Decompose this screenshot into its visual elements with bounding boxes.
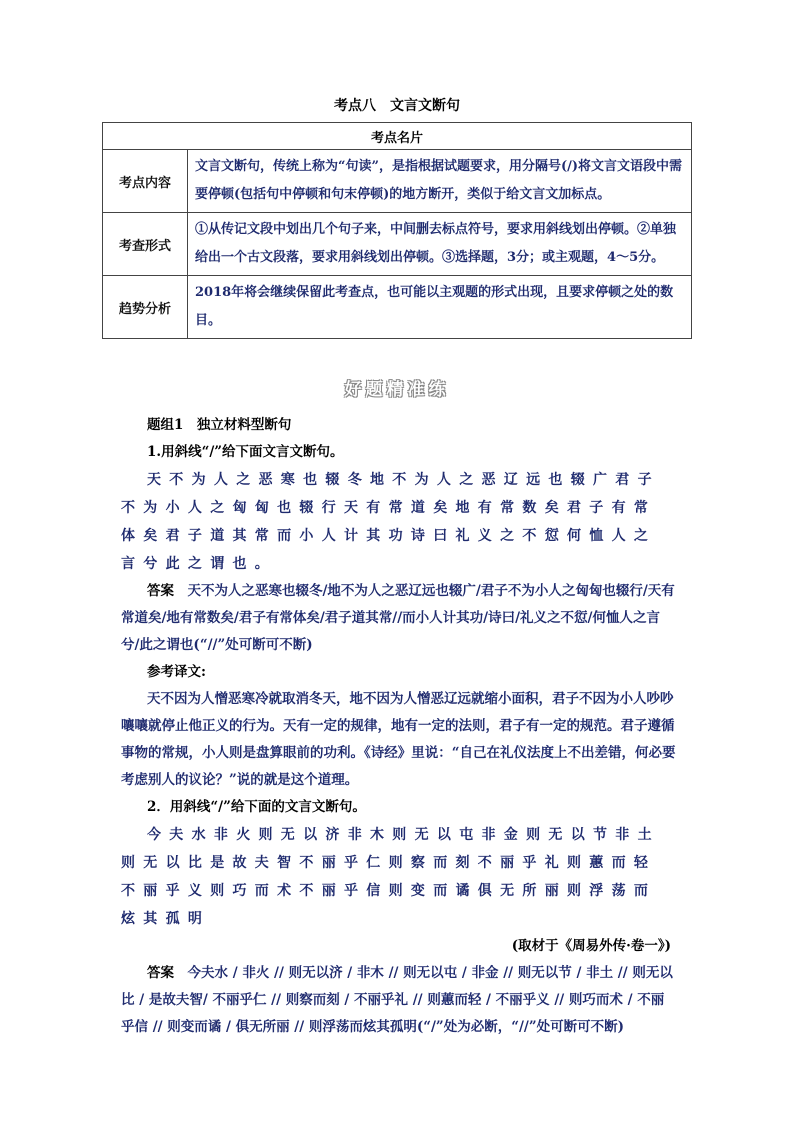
group-title: 题组1 独立材料型断句 xyxy=(147,417,292,433)
card-row xyxy=(103,276,692,339)
page-title xyxy=(0,95,794,115)
card-row-text: ①从传记文段中划出几个句子来，中间删去标点符号，要求用斜线划出停顿。②单独给出一个古文段落，要求用斜线划出停顿。③选择题，3分；或主观题，4～5分。 xyxy=(188,213,692,276)
answer-tag: 答案 xyxy=(147,583,174,599)
section-title: 好题精准练 xyxy=(344,380,450,400)
card-row-text: 2018年将会继续保留此考查点，也可能以主观题的形式出现，且要求停顿之处的数目。 xyxy=(188,276,692,339)
title-part-topic: 文言文断句 xyxy=(390,98,460,114)
reference-label: 参考译文: xyxy=(147,664,206,680)
question-2-source: (取材于《周易外传·卷一》) xyxy=(511,938,671,954)
question-1-answer xyxy=(121,578,677,659)
card-row-label: 趋势分析 xyxy=(103,276,188,339)
question-2-prompt: 2．用斜线“/”给下面的文言文断句。 xyxy=(147,799,366,815)
card-row xyxy=(103,150,692,213)
card-row-label: 考查形式 xyxy=(103,213,188,276)
answer-text: 天不为人之恶寒也辍冬/地不为人之恶辽远也辍广/君子不为小人之匈匈也辍行/天有常道矣/地有常数矣/君子有常体矣/君子道其常//而小人计其功/诗曰/礼义之不愆/何恤人之言兮/此之谓也(“//”处可断可不断) xyxy=(121,583,675,653)
question-1-prompt: 1.用斜线“/”给下面文言文断句。 xyxy=(147,444,344,460)
question-1-passage: 天不为人之恶寒也辍冬地不为人之恶辽远也辍广君子不为小人之匈匈也辍行天有常道矣地有常数矣君子有常体矣君子道其常而小人计其功诗曰礼义之不愆何恤人之言兮此之谓也。 xyxy=(121,472,660,572)
answer-text: 今夫水 / 非火 // 则无以济 / 非木 // 则无以屯 / 非金 // 则无以节 / 非土 // 则无以比 / 是故夫智/ 不丽乎仁 // 则察而刻 / 不丽乎礼 // 则蕙而轻 / 不丽乎义 // 则巧而术 / 不丽乎信 // 则变而谲 / 俱无所丽 // 则浮荡而炫其孤明(“/”处为必断，“//”处可断可不断) xyxy=(121,965,673,1035)
card-row xyxy=(103,213,692,276)
card-row-text: 文言文断句，传统上称为“句读”，是指根据试题要求，用分隔号(/)将文言文语段中需要停顿(包括句中停顿和句末停顿)的地方断开，类似于给文言文加标点。 xyxy=(188,150,692,213)
question-1-translation: 天不因为人憎恶寒冷就取消冬天，地不因为人憎恶辽远就缩小面积，君子不因为小人吵吵嚷嚷就停止他正义的行为。天有一定的规律，地有一定的法则，君子有一定的规范。君子遵循事物的常规，小人则是盘算眼前的功利。《诗经》里说：“自己在礼仪法度上不出差错，何必要考虑别人的议论？”说的就是这个道理。 xyxy=(121,691,676,788)
topic-card-table xyxy=(102,122,692,339)
card-header: 考点名片 xyxy=(103,123,692,150)
question-2-passage: 今夫水非火则无以济非木则无以屯非金则无以节非土则无以比是故夫智不丽乎仁则察而刻不丽乎礼则蕙而轻不丽乎义则巧而术不丽乎信则变而谲俱无所丽则浮荡而炫其孤明 xyxy=(121,827,660,927)
title-part-number: 考点八 xyxy=(334,98,376,114)
card-row-label: 考点内容 xyxy=(103,150,188,213)
exercise-content xyxy=(121,412,677,1041)
question-2-answer xyxy=(121,960,677,1041)
answer-tag: 答案 xyxy=(147,965,174,981)
